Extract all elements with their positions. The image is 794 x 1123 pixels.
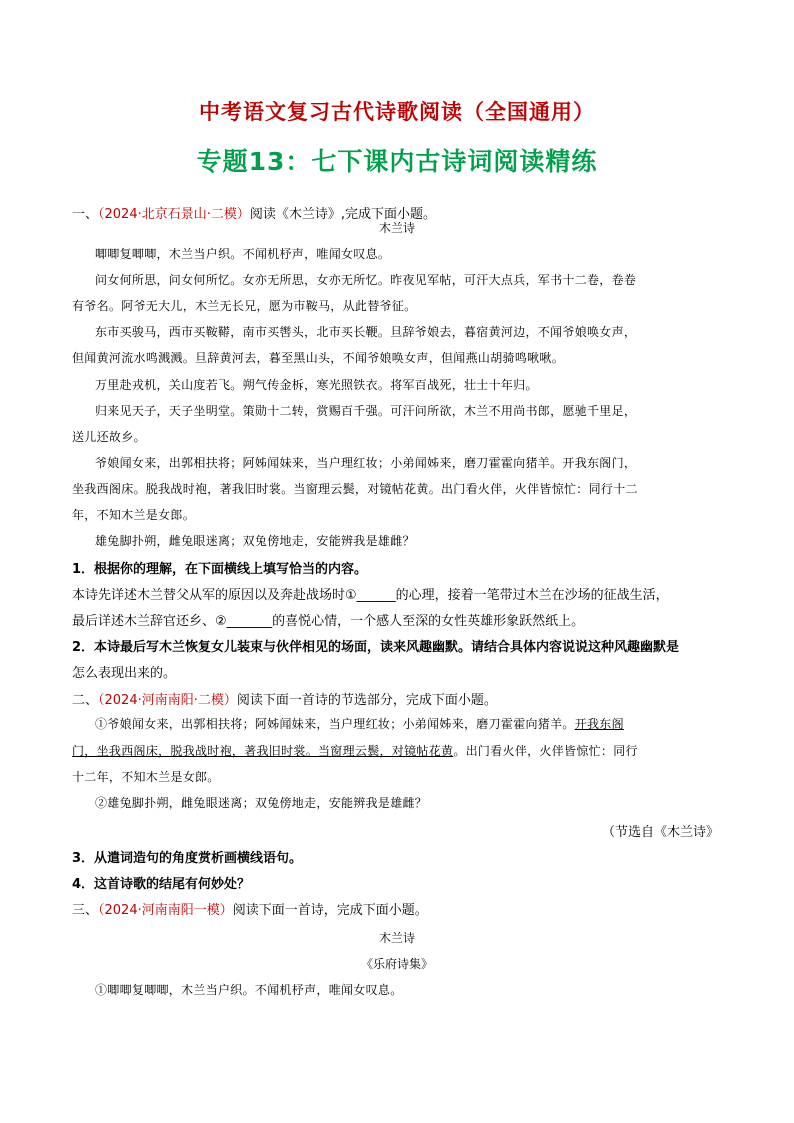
poem-line: 东市买骏马，西市买鞍鞯，南市买辔头，北市买长鞭。旦辞爷娘去，暮宿黄河边，不闻爷娘唤女声， [95,325,637,339]
excerpt-text: ①爷娘闻女来，出郭相扶将；阿姊闻妹来，当户理红妆；小弟闻姊来，磨刀霍霍向猪羊。 [95,717,575,731]
section1-source: （2024·北京石景山·二模） [98,207,250,222]
question-1-line: 最后详述木兰辞官还乡、②_______的喜悦心情，一个感人至深的女性英雄形象跃然纸上。 [72,614,585,629]
page-subtitle: 专题13：七下课内古诗词阅读精练 [196,147,598,176]
section2-instruction: 阅读下面一首诗的节选部分，完成下面小题。 [236,693,497,708]
question-2-line: 2．本诗最后写木兰恢复女儿装束与伙伴相见的场面，读来风趣幽默。请结合具体内容说说这种风趣幽默是 [72,640,680,655]
section3-number: 三、 [72,903,99,918]
question-1-title: 1．根据你的理解，在下面横线上填写恰当的内容。 [72,562,368,577]
excerpt-line: 十二年，不知木兰是女郎。 [72,770,220,784]
poem-line: 爷娘闻女来，出郭相扶将；阿姊闻妹来，当户理红妆；小弟闻姊来，磨刀霍霍向猪羊。开我东阁门， [95,456,637,470]
poem-line: 雄兔脚扑朔，雌兔眼迷离；双兔傍地走，安能辨我是雄雌？ [95,534,415,548]
poem-collection: 《乐府诗集》 [360,957,433,971]
page-title: 中考语文复习古代诗歌阅读（全国通用） [199,100,595,124]
poem-line: 有爷名。阿爷无大儿，木兰无长兄，愿为市鞍马，从此替爷征。 [72,299,417,313]
poem-line: 送儿还故乡。 [72,430,146,444]
poem-title: 木兰诗 [378,221,415,235]
excerpt-line: ②雄兔脚扑朔，雌兔眼迷离；双兔傍地走，安能辨我是雄雌？ [95,796,428,810]
poem-line: 万里赴戎机，关山度若飞。朔气传金柝，寒光照铁衣。将军百战死，壮士十年归。 [95,378,538,392]
poem-line: 归来见天子，天子坐明堂。策勋十二转，赏赐百千强。可汗问所欲，木兰不用尚书郎，愿驰千里足， [95,404,637,418]
section3-source: （2024·河南南阳一模） [98,903,233,918]
question-4: 4．这首诗歌的结尾有何妙处？ [72,877,251,892]
section2-number: 二、 [72,693,99,708]
poem-line: 唧唧复唧唧，木兰当户织。不闻机杼声，唯闻女叹息。 [95,247,391,261]
excerpt-text: 。出门看火伴，火伴皆惊忙：同行 [453,744,638,758]
excerpt-line [72,742,638,759]
question-1-line: 本诗先详述木兰替父从军的原因以及奔赴战场时①______的心理，接着一笔带过木兰在沙场的征战生活， [72,588,669,603]
section2-heading [72,689,497,708]
section1-number: 一、 [72,207,99,222]
excerpt-line [95,715,624,732]
poem-line: 坐我西阁床。脱我战时袍，著我旧时裳。当窗理云鬓，对镜帖花黄。出门看火伴，火伴皆惊忙：同行十二 [72,482,638,496]
excerpt-source: （节选自《木兰诗》 [601,825,719,840]
section1-instruction: 阅读《木兰诗》,完成下面小题。 [249,207,437,222]
poem-line: 但闻黄河流水鸣溅溅。旦辞黄河去，暮至黑山头，不闻爷娘唤女声，但闻燕山胡骑鸣啾啾。 [72,351,565,365]
section3-heading [72,899,428,918]
poem-line: ①唧唧复唧唧，木兰当户织。不闻机杼声，唯闻女叹息。 [95,983,403,997]
question-3: 3．从遣词造句的角度赏析画横线语句。 [72,851,303,866]
question-2-line: 怎么表现出来的。 [72,666,177,681]
underlined-text: 门，坐我西阁床，脱我战时袍，著我旧时裳。当窗理云鬓，对镜帖花黄 [72,744,454,758]
poem-line: 问女何所思，问女何所忆。女亦无所思，女亦无所忆。昨夜见军帖，可汗大点兵，军书十二卷，卷卷 [95,273,637,287]
poem-line: 年，不知木兰是女郎。 [72,508,196,522]
section2-source: （2024·河南南阳·二模） [98,693,237,708]
underlined-text: 开我东阁 [574,717,624,731]
poem-title: 木兰诗 [378,931,415,945]
section3-instruction: 阅读下面一首诗，完成下面小题。 [232,903,428,918]
